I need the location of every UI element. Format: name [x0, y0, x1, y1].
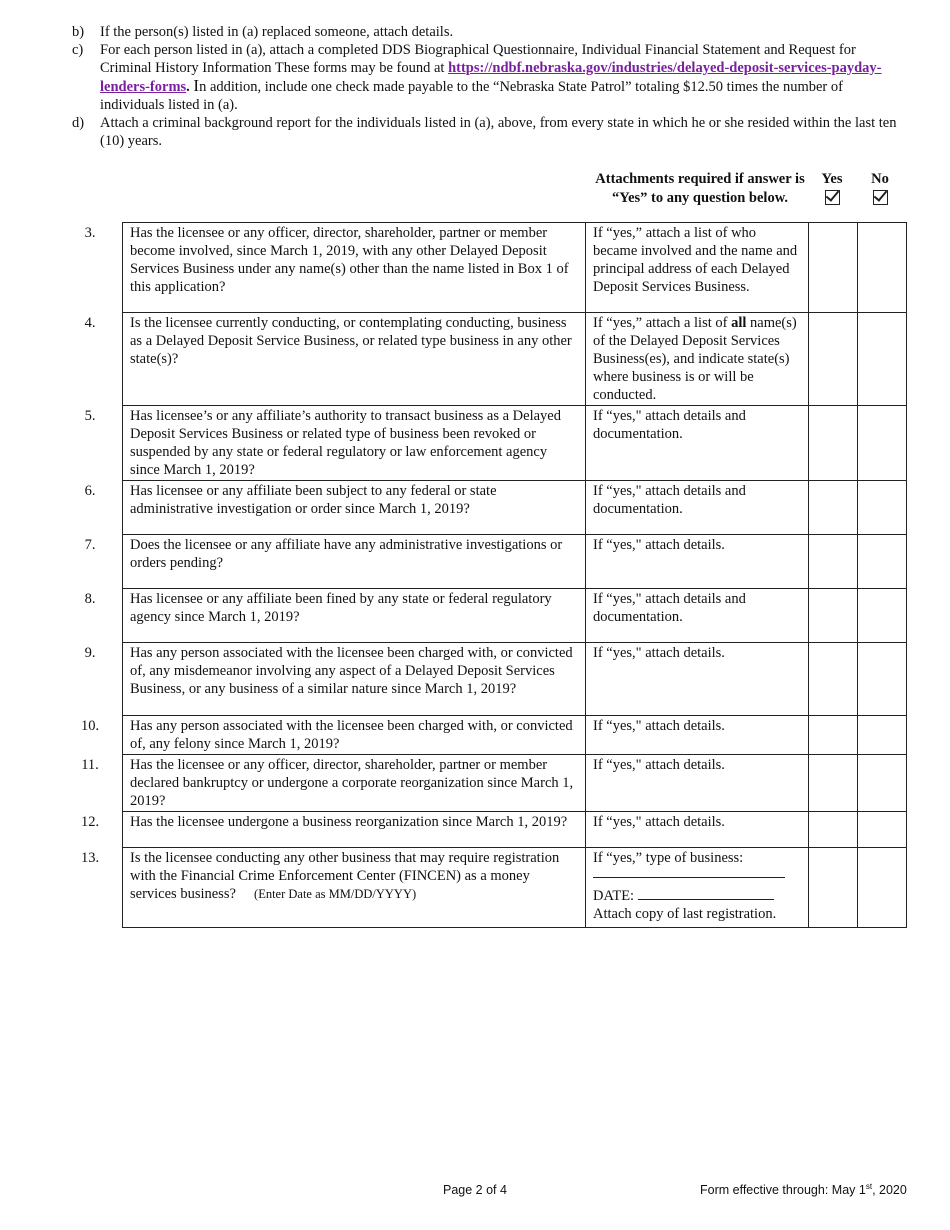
no-answer-cell[interactable]: [858, 406, 907, 481]
no-answer-cell[interactable]: [858, 223, 907, 313]
row-number: 3.: [84, 224, 96, 241]
yes-answer-cell[interactable]: [809, 848, 858, 928]
table-row: [72, 755, 907, 812]
attachment-text: If “yes," attach details.: [586, 716, 809, 755]
attachment-text: [586, 848, 809, 928]
row-number: 12.: [80, 813, 100, 830]
row-number: 8.: [84, 590, 96, 607]
yes-answer-cell[interactable]: [809, 755, 858, 812]
no-answer-cell[interactable]: [858, 848, 907, 928]
business-type-label: If “yes,” type of business:: [593, 850, 744, 866]
forms-link[interactable]: https://ndbf.nebraska.gov/industries/delayed-deposit-services-payday-lenders-forms: [100, 60, 882, 95]
row-number: 9.: [84, 644, 96, 661]
date-row: [593, 887, 801, 905]
table-row: [72, 535, 907, 589]
no-answer-cell[interactable]: [858, 755, 907, 812]
row-number: 6.: [84, 482, 96, 499]
attachment-text: If “yes," attach details and documentation.: [586, 589, 809, 643]
question-text: Has licensee or any affiliate been fined by any state or federal regulatory agency since March 1, 2019?: [123, 589, 586, 643]
question-text: Has licensee or any affiliate been subject to any federal or state administrative investigation or order since March 1, 2019?: [123, 481, 586, 535]
yes-label: Yes: [821, 171, 843, 187]
question-text: Is the licensee conducting any other business that may require registration with the Financial Crime Enforcement Center (FINCEN) as a money services business? (Enter Date as MM/DD/YYYY): [123, 848, 586, 928]
no-label: No: [871, 171, 889, 187]
row-number: 13.: [80, 849, 100, 866]
no-answer-cell[interactable]: [858, 643, 907, 716]
table-row: [72, 223, 907, 313]
checkbox-icon: [825, 190, 840, 205]
table-row: [72, 812, 907, 848]
table-row: [72, 716, 907, 755]
intro-instructions: [72, 23, 910, 150]
yes-answer-cell[interactable]: [809, 589, 858, 643]
question-text: Has the licensee or any officer, director, shareholder, partner or member declared bankruptcy or undergone a corporate reorganization since March 1, 2019?: [123, 755, 586, 812]
table-row: [72, 313, 907, 406]
attachment-text: If “yes," attach details.: [586, 755, 809, 812]
table-row: [72, 406, 907, 481]
yes-answer-cell[interactable]: [809, 406, 858, 481]
table-row: [72, 589, 907, 643]
effective-date: Form effective through: May 1st, 2020: [700, 1181, 907, 1197]
yes-answer-cell[interactable]: [809, 812, 858, 848]
questions-table: [72, 222, 907, 928]
yes-answer-cell[interactable]: [809, 643, 858, 716]
attachment-text: If “yes,” attach a list of who became involved and the name and principal address of each Delayed Deposit Services Business.: [586, 223, 809, 313]
emphasis-all: all: [731, 315, 747, 331]
no-answer-cell[interactable]: [858, 589, 907, 643]
date-field[interactable]: [638, 887, 774, 900]
question-text: Has licensee’s or any affiliate’s authority to transact business as a Delayed Deposit Services Business or related type of business been revoked or suspended by any state or federal regulatory or law enforcement agency since March 1, 2019?: [123, 406, 586, 481]
no-answer-cell[interactable]: [858, 716, 907, 755]
attachment-text: If “yes," attach details.: [586, 812, 809, 848]
attachment-text: If “yes," attach details.: [586, 643, 809, 716]
instruction-d: [72, 114, 910, 150]
date-label: DATE:: [593, 888, 635, 904]
instruction-c-initial: I: [193, 76, 200, 95]
table-row: [72, 481, 907, 535]
registration-note: Attach copy of last registration.: [593, 906, 777, 922]
question-text: Has the licensee or any officer, director, shareholder, partner or member become involved, since March 1, 2019, with any other Delayed Deposit Services Business under any name(s) other than the name listed in Box 1 of this application?: [123, 223, 586, 313]
instruction-c-period: .: [186, 79, 194, 95]
question-text: Has the licensee undergone a business reorganization since March 1, 2019?: [123, 812, 586, 848]
question-text: Has any person associated with the licensee been charged with, or convicted of, any misdemeanor involving any aspect of a Delayed Deposit Services Business, or any business of a similar nature since March 1, 2019?: [123, 643, 586, 716]
row-number: 5.: [84, 407, 96, 424]
business-type-field[interactable]: [593, 867, 785, 878]
no-answer-cell[interactable]: [858, 812, 907, 848]
row-number: 4.: [84, 314, 96, 331]
yes-answer-cell[interactable]: [809, 223, 858, 313]
date-format-note: (Enter Date as MM/DD/YYYY): [254, 887, 417, 901]
question-text: Is the licensee currently conducting, or contemplating conducting, business as a Delayed Deposit Service Business, or related type business in any other state(s)?: [123, 313, 586, 406]
question-text: Has any person associated with the licensee been charged with, or convicted of, any felony since March 1, 2019?: [123, 716, 586, 755]
table-row: [72, 643, 907, 716]
yes-answer-cell[interactable]: [809, 481, 858, 535]
checkbox-icon: [873, 190, 888, 205]
instruction-b: [72, 23, 910, 41]
instruction-b-text: If the person(s) listed in (a) replaced someone, attach details.: [100, 24, 454, 40]
attachments-header: Attachments required if answer is “Yes” to any question below.: [595, 171, 805, 206]
instruction-c-text: For each person listed in (a), attach a completed DDS Biographical Questionnaire, Individual Financial Statement and Request for Criminal History Information These forms may be found at: [100, 42, 856, 76]
instruction-b-marker: b): [72, 24, 85, 40]
yes-header: [808, 170, 856, 210]
row-number: 7.: [84, 536, 96, 553]
row-number: 11.: [81, 756, 99, 773]
no-header: [856, 170, 904, 210]
attachment-text: If “yes," attach details and documentation.: [586, 406, 809, 481]
attachment-text: If “yes," attach details.: [586, 535, 809, 589]
yes-answer-cell[interactable]: [809, 313, 858, 406]
question-text: Does the licensee or any affiliate have any administrative investigations or orders pending?: [123, 535, 586, 589]
attachment-text: If “yes," attach details and documentation.: [586, 481, 809, 535]
instruction-c-text-after: n addition, include one check made payable to the “Nebraska State Patrol” totaling $12.50 times the number of individuals listed in (a).: [100, 79, 843, 113]
row-number: 10.: [80, 717, 100, 734]
instruction-d-text: Attach a criminal background report for the individuals listed in (a), above, from every state in which he or she resided within the last ten (10) years.: [100, 115, 897, 149]
yes-answer-cell[interactable]: [809, 535, 858, 589]
no-answer-cell[interactable]: [858, 535, 907, 589]
no-answer-cell[interactable]: [858, 313, 907, 406]
instruction-c-marker: c): [72, 42, 84, 58]
table-row: [72, 848, 907, 928]
attachment-text: If “yes,” attach a list of all name(s) of the Delayed Deposit Services Business(es), and indicate state(s) where business is or will be conducted.: [586, 313, 809, 406]
yes-answer-cell[interactable]: [809, 716, 858, 755]
instruction-c: [72, 41, 910, 114]
page-number: Page 2 of 4: [443, 1183, 507, 1197]
instruction-d-marker: d): [72, 115, 85, 131]
no-answer-cell[interactable]: [858, 481, 907, 535]
